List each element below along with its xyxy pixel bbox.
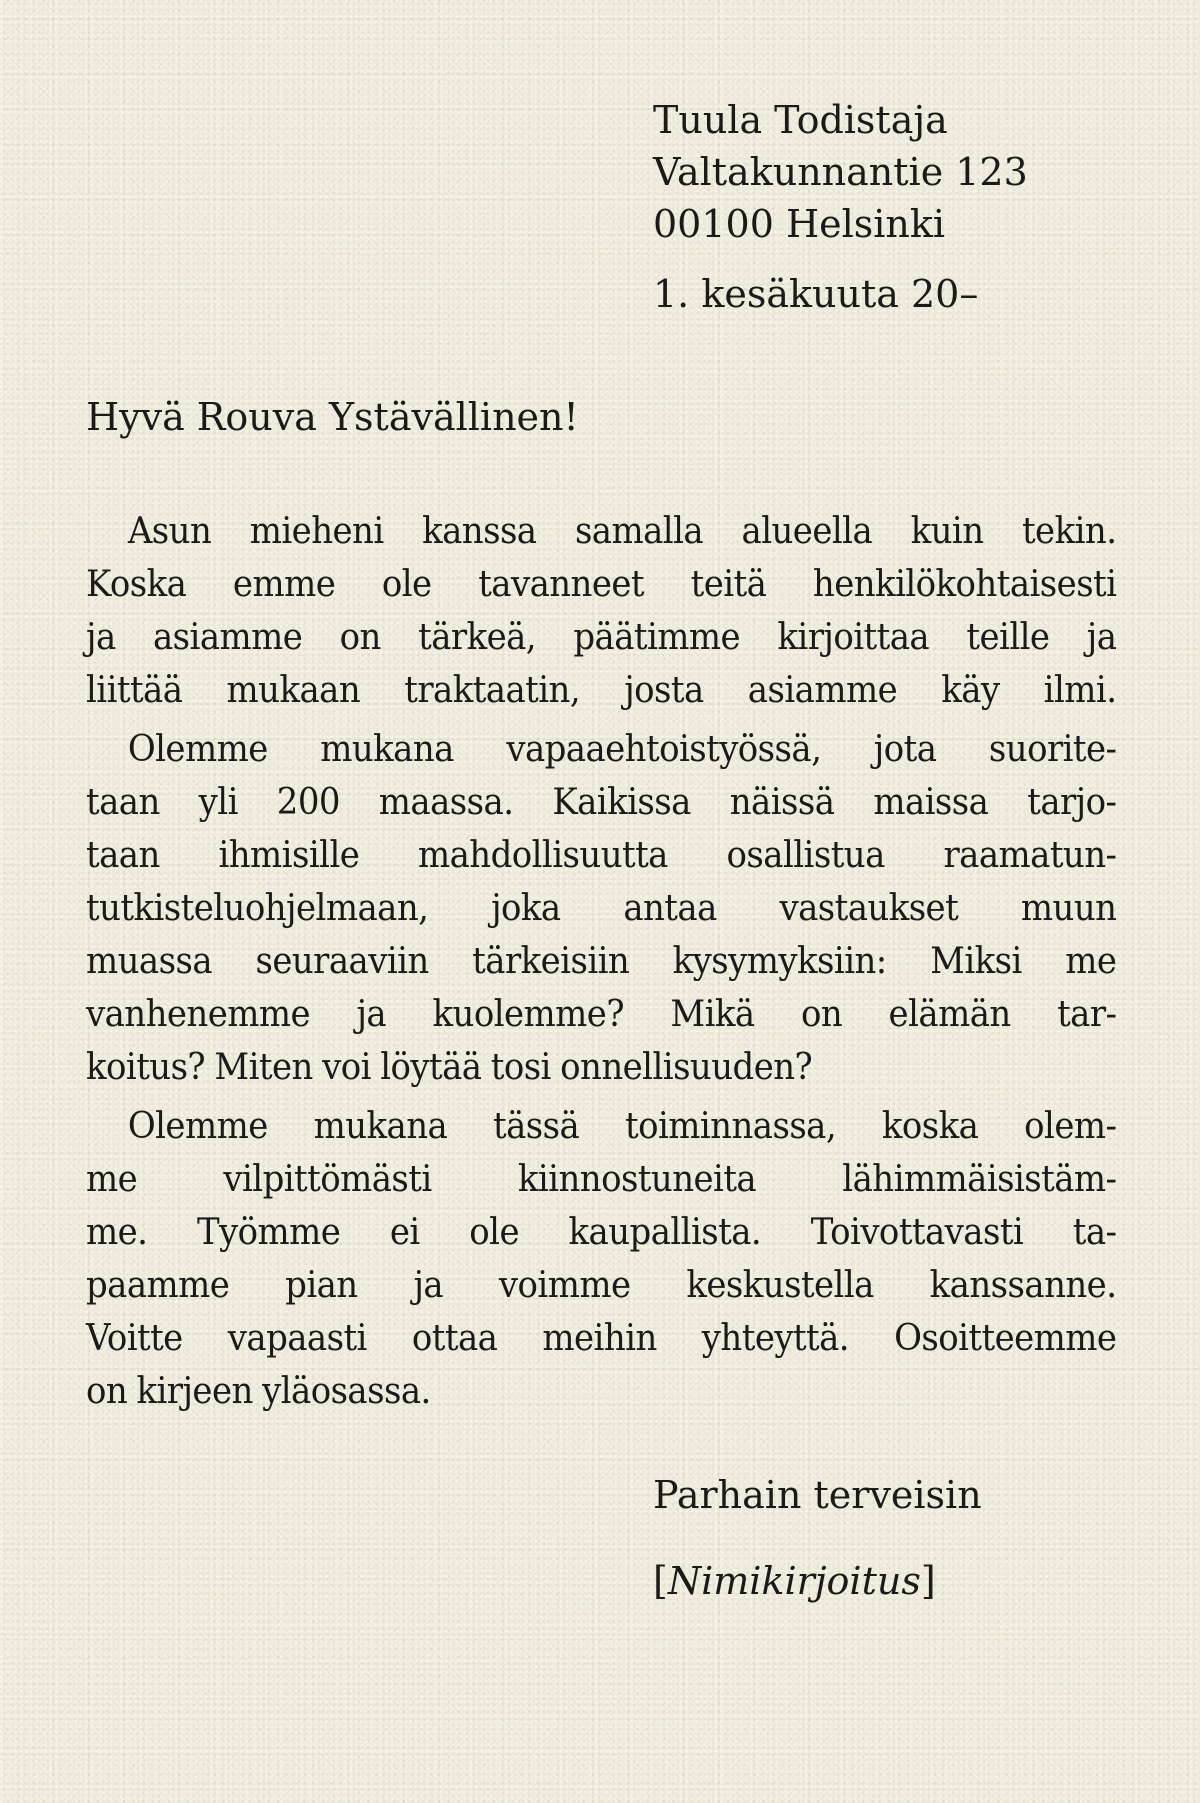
greeting: Hyvä Rouva Ystävällinen! <box>86 395 579 439</box>
paragraph-line: Koska emme ole tavanneet teitä henkilökohtaisesti <box>86 562 1117 605</box>
paragraph-line: taan ihmisille mahdollisuutta osallistua raamatun- <box>86 833 1117 876</box>
paragraph-3 <box>86 1099 1116 1417</box>
sender-street: Valtakunnantie 123 <box>653 150 1028 194</box>
paragraph-2 <box>86 722 1116 1093</box>
paragraph-line: Olemme mukana tässä toiminnassa, koska olem- <box>127 1104 1117 1147</box>
letter-date: 1. kesäkuuta 20– <box>653 272 979 316</box>
closing: Parhain terveisin <box>653 1473 982 1517</box>
paragraph-line: taan yli 200 maassa. Kaikissa näissä maissa tarjo- <box>86 780 1117 823</box>
signature-open-bracket: [ <box>653 1559 668 1603</box>
paragraph-line: Olemme mukana vapaaehtoistyössä, jota suorite- <box>127 727 1117 770</box>
paragraph-line: Voitte vapaasti ottaa meihin yhteyttä. Osoitteemme <box>86 1316 1117 1359</box>
paragraph-line: liittää mukaan traktaatin, josta asiamme käy ilmi. <box>86 668 1117 711</box>
paragraph-line: koitus? Miten voi löytää tosi onnellisuuden? <box>86 1045 813 1088</box>
paragraph-line: me vilpittömästi kiinnostuneita lähimmäisistäm- <box>86 1157 1117 1200</box>
signature-text: Nimikirjoitus <box>667 1559 921 1603</box>
paragraph-line: paamme pian ja voimme keskustella kanssanne. <box>86 1263 1117 1306</box>
sender-postal-city: 00100 Helsinki <box>653 202 946 246</box>
signature-placeholder <box>653 1555 936 1607</box>
sender-address-block <box>653 94 1028 250</box>
paragraph-line: me. Työmme ei ole kaupallista. Toivottavasti ta- <box>86 1210 1117 1253</box>
paragraph-line: vanhenemme ja kuolemme? Mikä on elämän tar- <box>86 992 1117 1035</box>
sender-name: Tuula Todistaja <box>653 98 948 142</box>
paragraph-line: muassa seuraaviin tärkeisiin kysymyksiin: Miksi me <box>86 939 1117 982</box>
letter-body <box>86 504 1117 1423</box>
paragraph-1 <box>86 504 1116 716</box>
paragraph-line: on kirjeen yläosassa. <box>86 1369 431 1412</box>
paragraph-line: ja asiamme on tärkeä, päätimme kirjoittaa teille ja <box>86 615 1117 658</box>
paragraph-line: tutkisteluohjelmaan, joka antaa vastaukset muun <box>86 886 1117 929</box>
paragraph-line: Asun mieheni kanssa samalla alueella kuin tekin. <box>127 509 1117 552</box>
signature-close-bracket: ] <box>920 1559 936 1603</box>
